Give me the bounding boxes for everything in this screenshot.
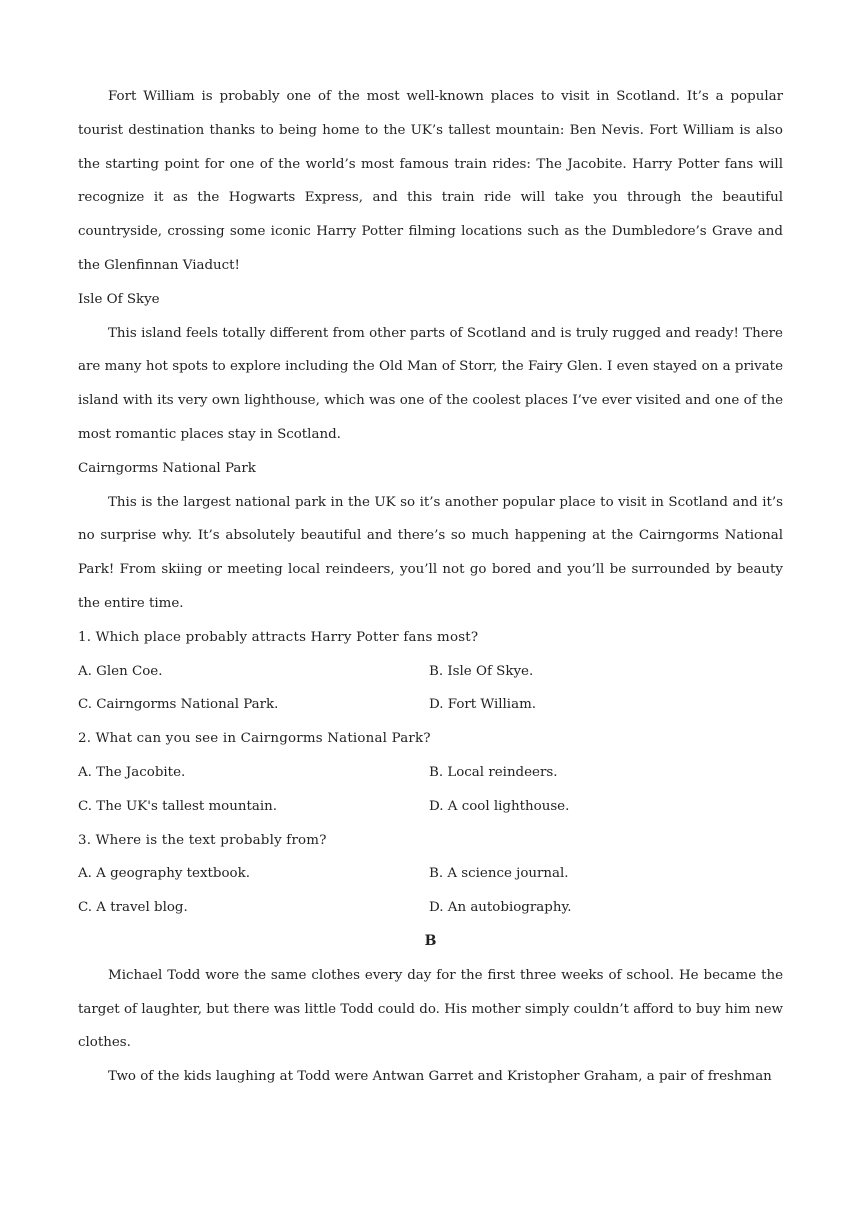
- fort-william-paragraph: Fort William is probably one of the most well-known places to visit in Scotland. It’s a popular tourist destination thanks to being home to the UK’s tallest mountain: Ben Nevis. Fort William is also the starting point for one of the world’s most famous train rides: The Jacobite. Harry Potter fans will recognize it as the Hogwarts Express, and this train ride will take you through the beautiful countryside, crossing some iconic Harry Potter filming locations such as the Dumbledore’s Grave and the Glenfinnan Viaduct!: [78, 89, 783, 273]
- question-3-option-d: D. An autobiography.: [429, 900, 572, 916]
- question-3-option-c: C. A travel blog.: [78, 900, 188, 916]
- question-1-stem: 1. Which place probably attracts Harry Potter fans most?: [78, 629, 479, 645]
- cairngorms-paragraph: This is the largest national park in the UK so it’s another popular place to visit in Scotland and it’s no surprise why. It’s absolutely beautiful and there’s so much happening at the Cairngorms National Park! From skiing or meeting local reindeers, you’ll not go bored and you’ll be surrounded by beauty the entire time.: [78, 494, 783, 611]
- isle-of-skye-heading: Isle Of Skye: [78, 291, 160, 307]
- question-1-option-b: B. Isle Of Skye.: [429, 663, 534, 679]
- question-1-option-c: C. Cairngorms National Park.: [78, 697, 279, 713]
- section-b-paragraph-2: Two of the kids laughing at Todd were Antwan Garret and Kristopher Graham, a pair of freshman: [108, 1069, 772, 1085]
- cairngorms-heading: Cairngorms National Park: [78, 460, 256, 476]
- question-2-option-a: A. The Jacobite.: [78, 764, 186, 780]
- question-3-stem: 3. Where is the text probably from?: [78, 832, 327, 848]
- section-b-title: B: [424, 932, 437, 949]
- question-1-option-d: D. Fort William.: [429, 697, 537, 713]
- question-3-options-row-2: [78, 891, 783, 925]
- isle-of-skye-paragraph: This island feels totally different from other parts of Scotland and is truly rugged and ready! There are many hot spots to explore including the Old Man of Storr, the Fairy Glen. I even stayed on a private island with its very own lighthouse, which was one of the coolest places I’ve ever visited and one of the most romantic places stay in Scotland.: [78, 325, 783, 442]
- question-2-option-d: D. A cool lighthouse.: [429, 798, 570, 814]
- question-3-options-row-1: [78, 857, 783, 891]
- document-page: [78, 80, 783, 1094]
- question-2-stem: 2. What can you see in Cairngorms National Park?: [78, 731, 431, 747]
- question-3-option-a: A. A geography textbook.: [78, 866, 250, 882]
- section-b-paragraph-1: Michael Todd wore the same clothes every day for the first three weeks of school. He became the target of laughter, but there was little Todd could do. His mother simply couldn’t afford to buy him new clothes.: [78, 967, 783, 1051]
- question-2-options-row-2: [78, 790, 783, 824]
- question-1-options-row-2: [78, 688, 783, 722]
- question-2-options-row-1: [78, 756, 783, 790]
- question-2-option-b: B. Local reindeers.: [429, 764, 558, 780]
- question-1-option-a: A. Glen Coe.: [78, 663, 163, 679]
- question-1-options-row-1: [78, 655, 783, 689]
- question-2-option-c: C. The UK's tallest mountain.: [78, 798, 278, 814]
- question-3-option-b: B. A science journal.: [429, 866, 569, 882]
